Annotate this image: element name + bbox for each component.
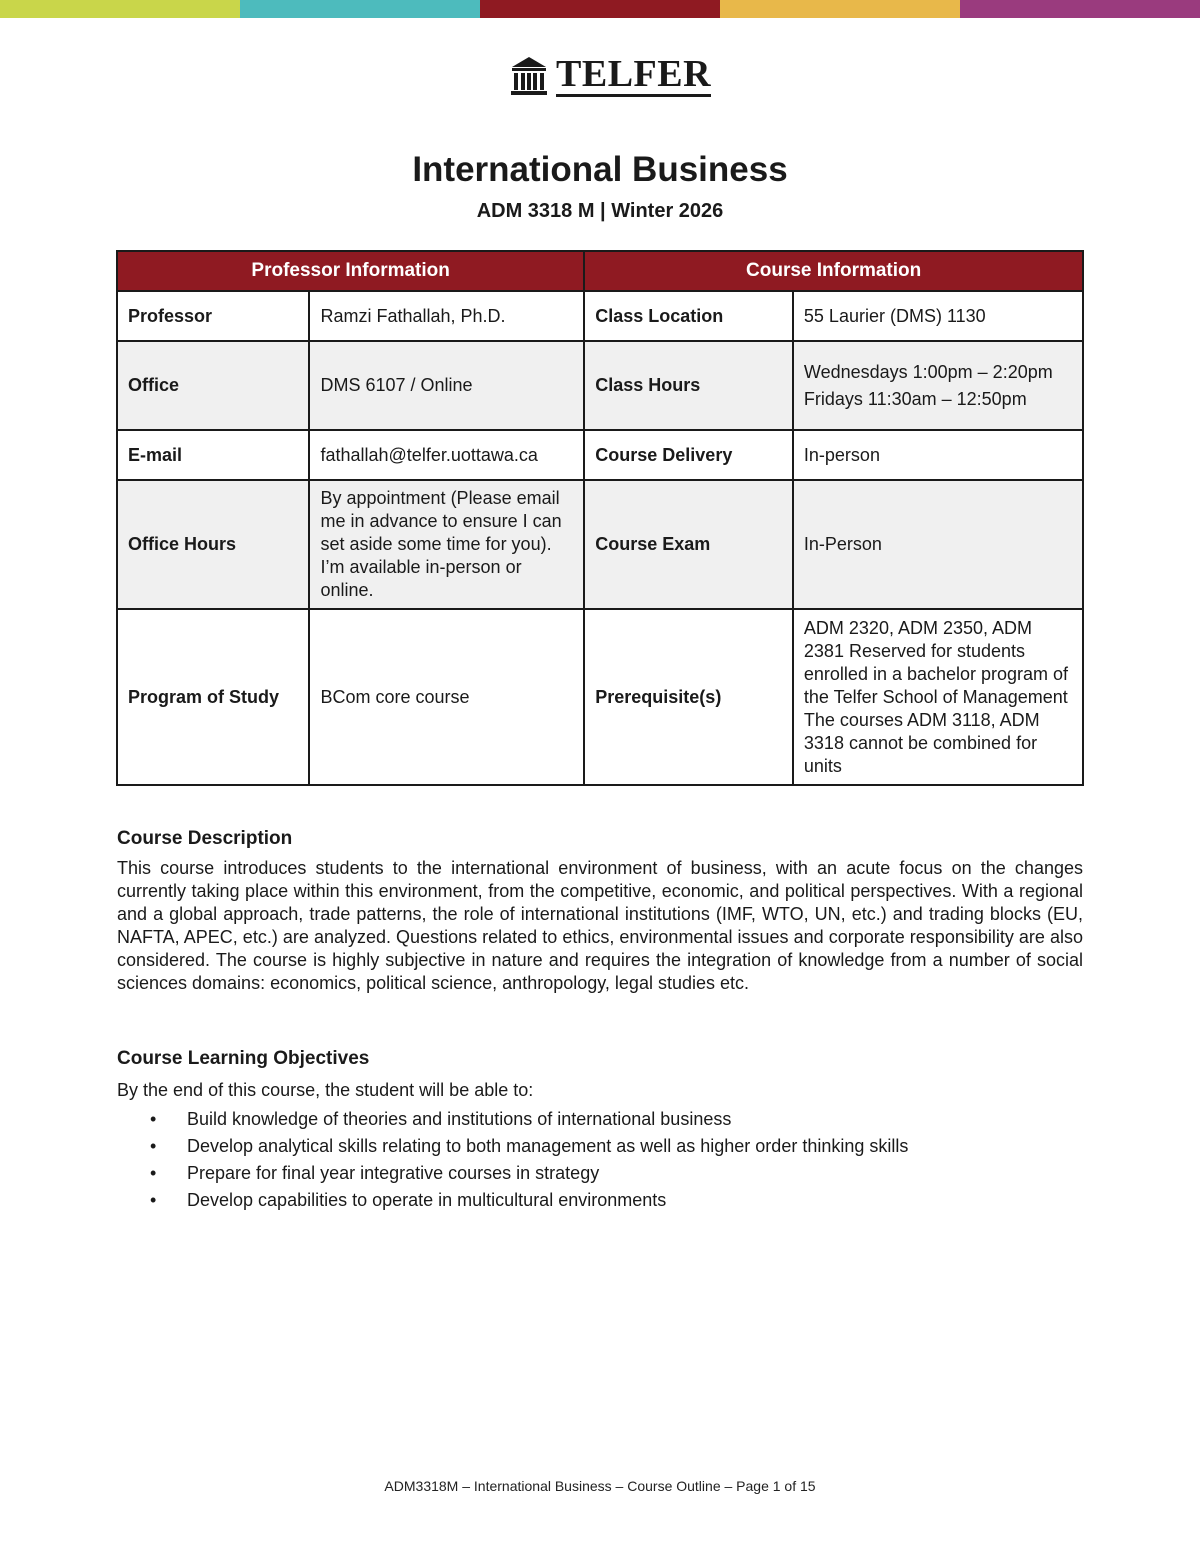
learning-objectives-heading: Course Learning Objectives	[117, 1048, 370, 1069]
list-item	[117, 1187, 908, 1214]
list-item	[117, 1133, 908, 1160]
office-label: Office	[117, 341, 309, 430]
color-segment-yellow	[720, 0, 960, 18]
email-label: E-mail	[117, 430, 309, 480]
telfer-logo	[508, 52, 711, 100]
objective-text: Build knowledge of theories and institutions of international business	[187, 1109, 732, 1129]
course-exam-label: Course Exam	[584, 480, 793, 609]
bullet-icon: •	[150, 1163, 157, 1183]
course-exam-value: In-Person	[793, 480, 1083, 609]
list-item	[117, 1106, 908, 1133]
learning-objectives-intro: By the end of this course, the student will be able to:	[117, 1080, 534, 1100]
course-info-table	[116, 250, 1084, 786]
table-row	[117, 430, 1083, 480]
professor-info-header: Professor Information	[117, 251, 584, 291]
color-segment-teal	[240, 0, 480, 18]
office-hours-label: Office Hours	[117, 480, 309, 609]
bullet-icon: •	[150, 1109, 157, 1129]
building-icon	[508, 55, 550, 97]
prerequisites-value: ADM 2320, ADM 2350, ADM 2381 Reserved for students enrolled in a bachelor program of the Telfer School of Management The courses ADM 3118, ADM 3318 cannot be combined for units	[793, 609, 1083, 785]
class-hours-line: Wednesdays 1:00pm – 2:20pm	[803, 361, 1053, 382]
course-info-header: Course Information	[584, 251, 1083, 291]
class-location-value: 55 Laurier (DMS) 1130	[793, 291, 1083, 341]
table-row	[117, 480, 1083, 609]
class-hours-label: Class Hours	[584, 341, 793, 430]
objective-text: Develop capabilities to operate in multicultural environments	[187, 1190, 667, 1210]
course-delivery-value: In-person	[793, 430, 1083, 480]
objective-text: Prepare for final year integrative courses in strategy	[187, 1163, 600, 1183]
course-description-heading: Course Description	[117, 828, 293, 849]
bullet-icon: •	[150, 1190, 157, 1210]
class-hours-line: Fridays 11:30am – 12:50pm	[803, 388, 1027, 409]
table-header-row	[117, 251, 1083, 291]
course-description-text: This course introduces students to the international environment of business, with an acute focus on the changes currently taking place within this environment, from the competitive, economic, and political perspectives. With a regional and a global approach, trade patterns, the role of international institutions (IMF, WTO, UN, etc.) and trading blocks (EU, NAFTA, APEC, etc.) are analyzed. Questions related to ethics, environmental issues and corporate responsibility are also considered. The course is highly subjective in nature and requires the integration of knowledge from a number of social sciences domains: economics, political science, anthropology, legal studies etc.	[117, 858, 1083, 993]
objective-text: Develop analytical skills relating to both management as well as higher order thinking skills	[187, 1136, 909, 1156]
table-row	[117, 291, 1083, 341]
color-segment-red	[480, 0, 720, 18]
list-item	[117, 1160, 908, 1187]
course-subtitle: ADM 3318 M | Winter 2026	[476, 200, 724, 222]
color-segment-purple	[960, 0, 1200, 18]
class-hours-value	[793, 341, 1083, 430]
color-segment-green	[0, 0, 240, 18]
top-color-bar	[0, 0, 1200, 18]
class-location-label: Class Location	[584, 291, 793, 341]
professor-value: Ramzi Fathallah, Ph.D.	[309, 291, 584, 341]
professor-label: Professor	[117, 291, 309, 341]
table-row	[117, 341, 1083, 430]
email-value: fathallah@telfer.uottawa.ca	[309, 430, 584, 480]
table-row	[117, 609, 1083, 785]
page-footer: ADM3318M – International Business – Course Outline – Page 1 of 15	[384, 1478, 816, 1494]
logo-text: TELFER	[556, 53, 712, 95]
prerequisites-label: Prerequisite(s)	[584, 609, 793, 785]
office-value: DMS 6107 / Online	[309, 341, 584, 430]
course-title: International Business	[412, 150, 788, 189]
bullet-icon: •	[150, 1136, 157, 1156]
program-of-study-value: BCom core course	[309, 609, 584, 785]
program-of-study-label: Program of Study	[117, 609, 309, 785]
learning-objectives-list	[117, 1106, 908, 1214]
office-hours-value: By appointment (Please email me in advance to ensure I can set aside some time for you). I’m available in-person or online.	[309, 480, 584, 609]
course-delivery-label: Course Delivery	[584, 430, 793, 480]
